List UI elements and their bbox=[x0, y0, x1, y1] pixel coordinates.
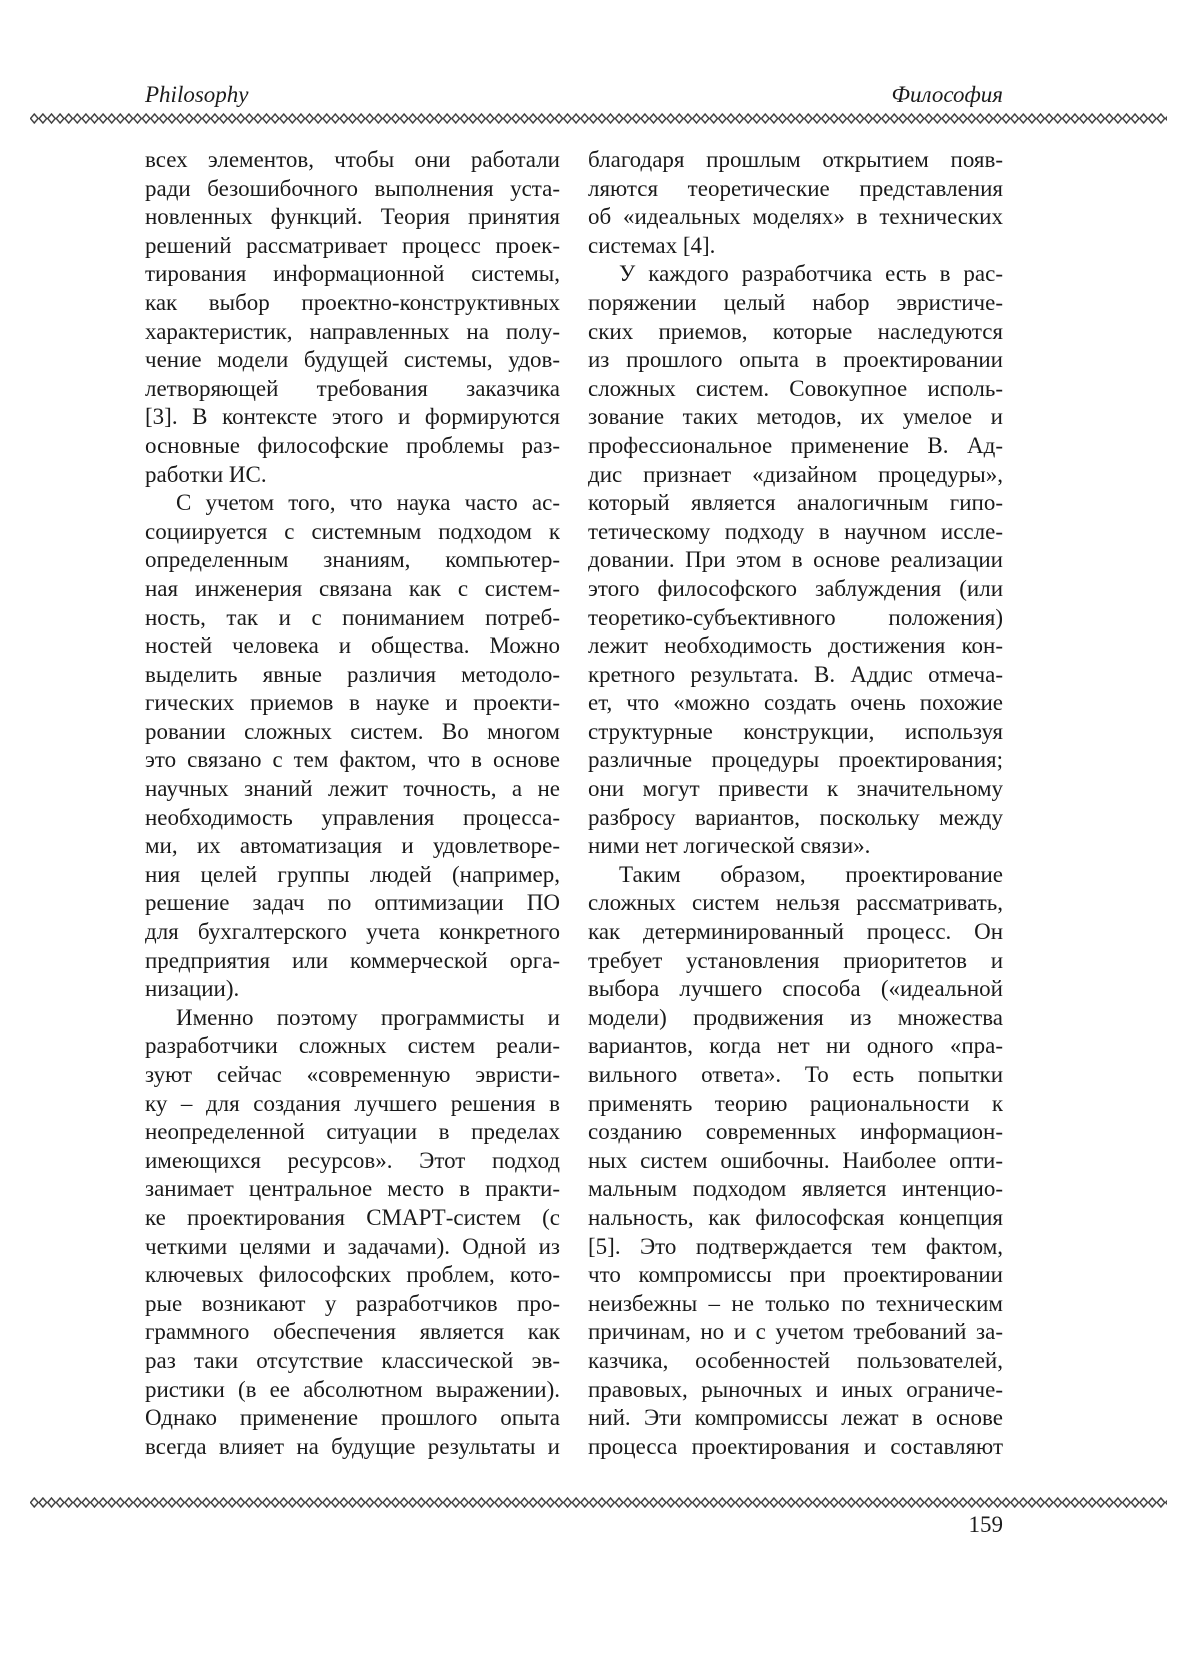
text-line: ку – для создания лучшего решения в bbox=[145, 1090, 560, 1116]
text-line: необходимость управления процесса- bbox=[145, 804, 560, 830]
text-line: научных знаний лежит точность, а не bbox=[145, 776, 560, 802]
text-line: который является аналогичным гипо- bbox=[588, 490, 1003, 516]
ornamental-border-top bbox=[30, 112, 1167, 125]
text-line: правовых, рыночных и иных ограниче- bbox=[588, 1376, 1003, 1402]
text-line: требует установления приоритетов и bbox=[588, 947, 1003, 973]
text-line: зуют сейчас «современную эвристи- bbox=[145, 1062, 560, 1087]
text-line: поряжении целый набор эвристиче- bbox=[588, 289, 1003, 315]
text-line: ность, так и с пониманием потреб- bbox=[145, 604, 560, 630]
text-line: ния целей группы людей (например, bbox=[145, 861, 560, 887]
text-line: тирования информационной системы, bbox=[145, 261, 560, 287]
running-head bbox=[145, 82, 1003, 108]
text-line: работки ИС. bbox=[145, 461, 267, 487]
text-line: как детерминированный процесс. Он bbox=[588, 919, 1003, 945]
text-line: они могут привести к значительному bbox=[588, 776, 1003, 802]
text-line: предприятия или коммерческой орга- bbox=[145, 947, 560, 973]
text-line: решение задач по оптимизации ПО bbox=[145, 890, 560, 916]
text-line: всегда влияет на будущие результаты и bbox=[145, 1433, 560, 1459]
text-line: модели) продвижения из множества bbox=[588, 1004, 1003, 1030]
text-line: как выбор проектно-конструктивных bbox=[145, 289, 560, 315]
text-line: занимает центральное место в практи- bbox=[145, 1176, 560, 1202]
text-line: рые возникают у разработчиков про- bbox=[145, 1290, 560, 1316]
text-line: С учетом того, что наука часто ас- bbox=[176, 490, 560, 516]
text-line: неопределенной ситуации в пределах bbox=[145, 1119, 560, 1145]
text-line: четкими целями и задачами). Одной из bbox=[145, 1233, 560, 1259]
text-line: профессиональное применение В. Ад- bbox=[588, 432, 1003, 458]
text-line: ских приемов, которые наследуются bbox=[588, 318, 1003, 344]
text-line: Таким образом, проектирование bbox=[619, 861, 1003, 887]
text-line: системах [4]. bbox=[588, 232, 716, 258]
text-line: [3]. В контексте этого и формируются bbox=[145, 404, 560, 430]
text-line: выделить явные различия методоло- bbox=[145, 661, 560, 687]
text-line: этого философского заблуждения (или bbox=[588, 575, 1003, 601]
text-line: гических приемов в науке и проекти- bbox=[145, 690, 560, 716]
text-line: мальным подходом является интенцио- bbox=[588, 1176, 1003, 1202]
text-line: вариантов, когда нет ни одного «пра- bbox=[588, 1033, 1003, 1059]
text-line: определенным знаниям, компьютер- bbox=[145, 547, 560, 573]
text-line: основные философские проблемы раз- bbox=[145, 432, 560, 458]
text-line: кретного результата. В. Аддис отмеча- bbox=[588, 661, 1003, 687]
text-line: решений рассматривает процесс проек- bbox=[145, 232, 560, 258]
text-line: причинам, но и с учетом требований за- bbox=[588, 1319, 1003, 1345]
text-line: новленных функций. Теория принятия bbox=[145, 204, 560, 230]
text-line: разбросу вариантов, поскольку между bbox=[588, 804, 1003, 830]
text-line: характеристик, направленных на полу- bbox=[145, 318, 560, 344]
page-number: 159 bbox=[968, 1512, 1003, 1537]
text-line: ностей человека и общества. Можно bbox=[145, 633, 560, 659]
text-line: раз таки отсутствие классической эв- bbox=[145, 1347, 560, 1373]
text-line: ная инженерия связана как с систем- bbox=[145, 575, 560, 601]
text-line: для бухгалтерского учета конкретного bbox=[145, 919, 560, 945]
text-line: неизбежны – не только по техническим bbox=[588, 1290, 1003, 1316]
text-line: благодаря прошлым открытием появ- bbox=[588, 147, 1003, 172]
text-line: ради безошибочного выполнения уста- bbox=[145, 175, 560, 201]
text-line: имеющихся ресурсов». Этот подход bbox=[145, 1147, 560, 1173]
diamond-chain-icon bbox=[30, 1496, 1167, 1509]
text-line: чение модели будущей системы, удов- bbox=[145, 347, 560, 373]
text-line: зование таких методов, их умелое и bbox=[588, 404, 1003, 430]
text-line: ке проектирования СМАРТ-систем (с bbox=[145, 1204, 560, 1230]
text-line: что компромиссы при проектировании bbox=[588, 1262, 1003, 1288]
text-line: ристики (в ее абсолютном выражении). bbox=[145, 1376, 560, 1402]
text-line: ний. Эти компромиссы лежат в основе bbox=[588, 1405, 1003, 1431]
text-line: созданию современных информацион- bbox=[588, 1119, 1003, 1145]
text-line: Однако применение прошлого опыта bbox=[145, 1405, 560, 1431]
text-line: ключевых философских проблем, кото- bbox=[145, 1262, 560, 1288]
text-line: различные процедуры проектирования; bbox=[588, 747, 1003, 773]
text-line: сложных систем. Совокупное исполь- bbox=[588, 375, 1003, 401]
text-line: об «идеальных моделях» в технических bbox=[588, 204, 1003, 230]
text-line: ет, что «можно создать очень похожие bbox=[588, 690, 1003, 716]
text-line: граммного обеспечения является как bbox=[145, 1319, 560, 1345]
text-line: сложных систем нельзя рассматривать, bbox=[588, 890, 1003, 916]
text-line: ними нет логической связи». bbox=[588, 833, 871, 859]
text-line: Именно поэтому программисты и bbox=[176, 1004, 560, 1030]
text-line: применять теорию рациональности к bbox=[588, 1090, 1003, 1116]
running-head-left: Philosophy bbox=[145, 82, 249, 107]
text-line: тетическому подходу в научном иссле- bbox=[588, 518, 1003, 544]
text-line: низации). bbox=[145, 976, 240, 1002]
column-right bbox=[588, 146, 1003, 1461]
text-line: выбора лучшего способа («идеальной bbox=[588, 976, 1003, 1002]
text-columns bbox=[145, 146, 1003, 1461]
text-line: социируется с системным подходом к bbox=[145, 518, 560, 544]
text-line: разработчики сложных систем реали- bbox=[145, 1033, 560, 1059]
diamond-chain-icon bbox=[30, 112, 1167, 125]
text-line: ровании сложных систем. Во многом bbox=[145, 718, 560, 744]
text-line: У каждого разработчика есть в рас- bbox=[619, 261, 1003, 287]
text-line: ляются теоретические представления bbox=[588, 175, 1003, 201]
text-line: казчика, особенностей пользователей, bbox=[588, 1347, 1003, 1373]
text-line: ми, их автоматизация и удовлетворе- bbox=[145, 833, 560, 859]
text-line: всех элементов, чтобы они работали bbox=[145, 147, 560, 172]
text-line: теоретико-субъективного положения) bbox=[588, 604, 1003, 630]
ornamental-border-bottom bbox=[30, 1496, 1167, 1509]
text-line: процесса проектирования и составляют bbox=[588, 1433, 1003, 1459]
text-line: структурные конструкции, используя bbox=[588, 718, 1003, 744]
text-line: ных систем ошибочны. Наиболее опти- bbox=[588, 1147, 1003, 1173]
text-line: [5]. Это подтверждается тем фактом, bbox=[588, 1233, 1003, 1259]
text-line: из прошлого опыта в проектировании bbox=[588, 347, 1003, 373]
text-line: лежит необходимость достижения кон- bbox=[588, 633, 1003, 659]
running-head-right: Философия bbox=[891, 82, 1003, 107]
text-line: довании. При этом в основе реализации bbox=[588, 547, 1003, 573]
text-line: дис признает «дизайном процедуры», bbox=[588, 461, 1003, 487]
text-line: летворяющей требования заказчика bbox=[145, 375, 560, 401]
text-line: вильного ответа». То есть попытки bbox=[588, 1062, 1003, 1087]
column-left bbox=[145, 146, 560, 1461]
text-line: нальность, как философская концепция bbox=[588, 1204, 1003, 1230]
text-line: это связано с тем фактом, что в основе bbox=[145, 747, 560, 773]
